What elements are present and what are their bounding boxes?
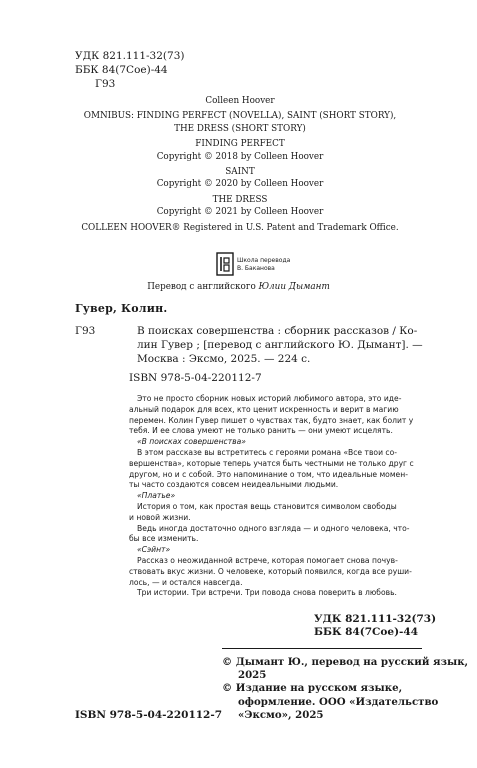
copyright-line: © Дымант Ю., перевод на русский язык,	[222, 656, 469, 668]
catalog-description	[137, 324, 421, 366]
annotation-line: бы все изменить.	[129, 534, 199, 544]
catalog-description-line: В поисках совершенства : сборник рассказов / Ко-	[137, 325, 418, 337]
credit-line: FINDING PERFECT	[195, 139, 285, 150]
credit-line: THE DRESS (SHORT STORY)	[174, 123, 306, 134]
author-mark: Г93	[95, 78, 116, 90]
story-title	[129, 545, 409, 556]
annotation-line: Три истории. Три встречи. Три повода снова поверить в любовь.	[137, 588, 397, 598]
annotation-line: ствовать вкус жизни. О человеке, который появился, когда все руши-	[129, 566, 412, 576]
credit-line: Copyright © 2021 by Colleen Hoover	[156, 207, 324, 218]
classification-block	[75, 49, 184, 91]
credit-line: COLLEEN HOOVER® Registered in U.S. Patent and Trademark Office.	[81, 222, 399, 233]
credit-line: Copyright © 2018 by Colleen Hoover	[156, 151, 324, 162]
original-credits	[60, 95, 420, 234]
annotation-line: перемен. Колин Гувер пишет о чувствах так, будто знает, как болит у	[129, 415, 414, 425]
story-title-text: «Платье»	[137, 491, 176, 501]
copyright-line: оформление. ООО «Издательство	[238, 695, 439, 708]
annotation-line: и новой жизни.	[129, 512, 191, 522]
story-title	[129, 437, 409, 448]
translator-name: Юлии Дымант	[258, 282, 330, 292]
isbn-bottom: ISBN 978-5-04-220112-7	[75, 709, 223, 721]
annotation	[129, 394, 414, 599]
logo-line2: В. Баканова	[237, 265, 275, 272]
logo-line1: Школа перевода	[237, 257, 291, 264]
copyright-line: 2025	[238, 669, 267, 682]
annotation-line: История о том, как простая вещь становится символом свободы	[137, 501, 397, 511]
divider	[222, 648, 422, 649]
annotation-line: Рассказ о неожиданной встрече, которая помогает снова почув-	[137, 555, 398, 565]
copyright-line: «Эксмо», 2025	[238, 708, 324, 721]
annotation-line: вершенства», которые теперь учатся быть честными не только друг с	[129, 458, 414, 468]
bbk-code: ББК 84(7Сое)-44	[75, 64, 168, 76]
credit-line: SAINT	[225, 167, 255, 178]
annotation-line: В этом рассказе вы встретитесь с героями романа «Все твои со-	[137, 447, 397, 457]
annotation-line: Ведь иногда достаточно одного взгляда — и одного человека, что-	[137, 523, 410, 533]
annotation-line: Это не просто сборник новых историй любимого автора, это иде-	[137, 394, 402, 403]
credit-line: OMNIBUS: FINDING PERFECT (NOVELLA), SAINT (SHORT STORY),	[83, 111, 397, 122]
annotation-line: альный подарок для всех, кто ценит искренность и верит в магию	[129, 404, 399, 414]
catalog-isbn: ISBN 978-5-04-220112-7	[129, 372, 262, 384]
catalog-description-line: лин Гувер ; [перевод с английского Ю. Дымант]. —	[137, 339, 423, 351]
translation-school-logo	[216, 252, 294, 276]
translator-prefix: Перевод с английского	[147, 282, 259, 292]
copyright-line: © Издание на русском языке,	[222, 682, 403, 695]
copyright-block	[222, 656, 468, 722]
annotation-line: тебя. И ее слова умеют не только ранить — они умеют исцелять.	[129, 426, 393, 436]
udk-code: УДК 821.111-32(73)	[75, 50, 185, 62]
story-title-text: «В поисках совершенства»	[137, 437, 246, 447]
logo-mark-icon	[216, 252, 294, 276]
story-title	[129, 491, 409, 502]
udk-code-bottom: УДК 821.111-32(73)	[314, 613, 437, 625]
credit-line: THE DRESS	[212, 194, 268, 205]
catalog-description-line: Москва : Эксмо, 2025. — 224 с.	[137, 353, 311, 365]
catalog-author-heading: Гувер, Колин.	[75, 302, 168, 315]
translator-line	[0, 282, 477, 292]
annotation-line: ты часто создаются совсем неидеальными людьми.	[129, 480, 339, 490]
catalog-code: Г93	[75, 325, 96, 337]
annotation-line: другом, но и с собой. Это напоминание о том, что идеальные момен-	[129, 469, 408, 479]
story-title-text: «Сэйнт»	[137, 545, 171, 555]
bottom-classification	[314, 613, 436, 639]
credit-line: Copyright © 2020 by Colleen Hoover	[156, 179, 324, 190]
bbk-code-bottom: ББК 84(7Сое)-44	[314, 626, 419, 638]
annotation-line: лось, — и остался навсегда.	[129, 577, 243, 587]
credit-line: Colleen Hoover	[205, 96, 275, 106]
